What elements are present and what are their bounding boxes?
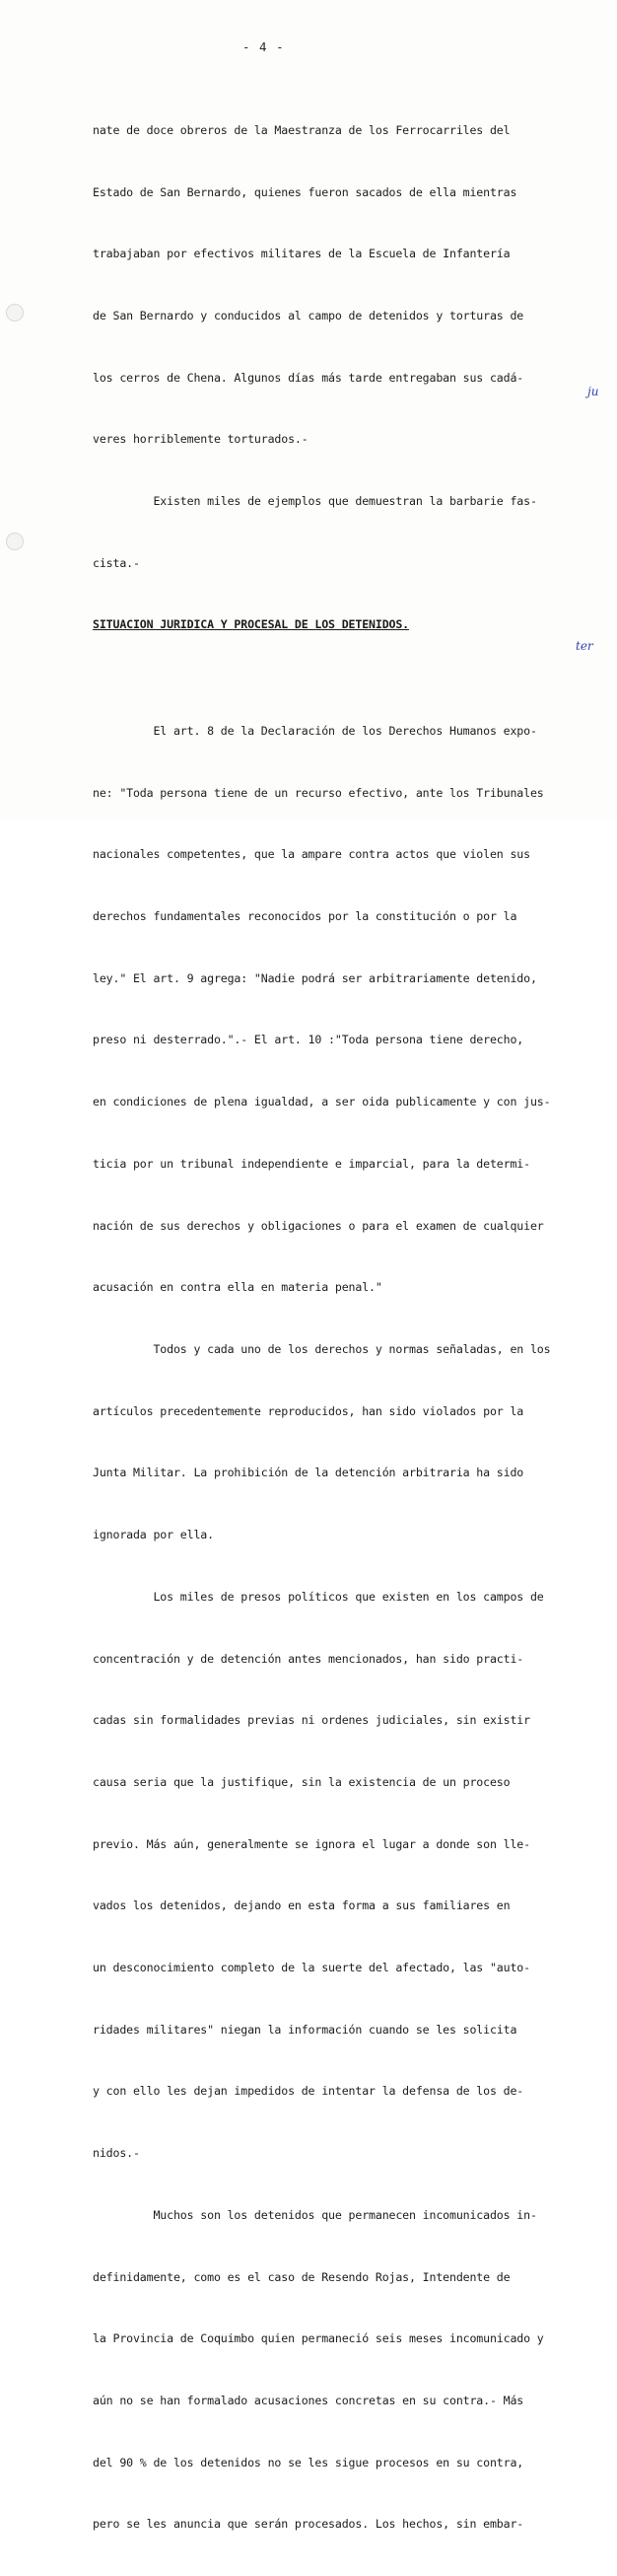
- text-line: de San Bernardo y conducidos al campo de detenidos y torturas de: [93, 308, 524, 322]
- text-line: en condiciones de plena igualdad, a ser oida publicamente y con jus-: [93, 1095, 551, 1109]
- text-line: nación de sus derechos y obligaciones o para el examen de cualquier: [93, 1218, 544, 1233]
- text-line: ridades militares" niegan la información cuando se les solicita: [93, 2022, 517, 2037]
- handwritten-note: ju: [587, 385, 599, 398]
- body-text: [93, 79, 585, 2576]
- text-line: cadas sin formalidades previas ni ordenes judiciales, sin existir: [93, 1713, 530, 1728]
- text-line: nate de doce obreros de la Maestranza de los Ferrocarriles del: [93, 122, 511, 137]
- text-line: causa seria que la justifique, sin la existencia de un proceso: [93, 1774, 511, 1789]
- handwritten-note: ter: [576, 639, 593, 653]
- punch-hole-top: [6, 304, 24, 322]
- text-line: definidamente, como es el caso de Resendo Rojas, Intendente de: [93, 2269, 511, 2284]
- text-line: acusación en contra ella en materia penal.": [93, 1280, 382, 1295]
- text-line: ignorada por ella.: [93, 1528, 214, 1542]
- text-line: concentración y de detención antes mencionados, han sido practi-: [93, 1651, 524, 1666]
- punch-hole-bottom: [6, 533, 24, 550]
- text-line: Muchos son los detenidos que permanecen incomunicados in-: [93, 2207, 537, 2222]
- text-line: veres horriblemente torturados.-: [93, 432, 308, 447]
- text-line: los cerros de Chena. Algunos días más tarde entregaban sus cadá-: [93, 370, 524, 385]
- text-line: Todos y cada uno de los derechos y normas señaladas, en los: [93, 1341, 551, 1356]
- text-line: ticia por un tribunal independiente e imparcial, para la determi-: [93, 1156, 530, 1171]
- text-line: la Provincia de Coquimbo quien permaneció seis meses incomunicado y: [93, 2331, 544, 2346]
- text-line: ne: "Toda persona tiene de un recurso efectivo, ante los Tribunales: [93, 785, 544, 800]
- text-line: un desconocimiento completo de la suerte del afectado, las "auto-: [93, 1961, 530, 1975]
- text-line: Existen miles de ejemplos que demuestran la barbarie fas-: [93, 494, 537, 509]
- text-line: del 90 % de los detenidos no se les sigue procesos en su contra,: [93, 2455, 524, 2469]
- text-line: vados los detenidos, dejando en esta forma a sus familiares en: [93, 1898, 511, 1913]
- text-line: aún no se han formalado acusaciones concretas en su contra.- Más: [93, 2393, 524, 2407]
- text-line: El art. 8 de la Declaración de los Derechos Humanos expo-: [93, 723, 537, 738]
- text-line: cista.-: [93, 555, 140, 570]
- page-number: - 4 -: [242, 39, 285, 54]
- spacer: [93, 677, 585, 680]
- text-line: derechos fundamentales reconocidos por la constitución o por la: [93, 909, 517, 924]
- text-line: y con ello les dejan impedidos de intentar la defensa de los de-: [93, 2084, 524, 2099]
- text-line: artículos precedentemente reproducidos, han sido violados por la: [93, 1403, 524, 1418]
- text-line: Los miles de presos políticos que existen en los campos de: [93, 1589, 544, 1604]
- text-line: Estado de San Bernardo, quienes fueron sacados de ella mientras: [93, 184, 517, 199]
- text-line: nacionales competentes, que la ampare contra actos que violen sus: [93, 847, 530, 862]
- section-heading: SITUACION JURIDICA Y PROCESAL DE LOS DETENIDOS.: [93, 617, 410, 632]
- text-line: nidos.-: [93, 2146, 140, 2161]
- text-line: ley." El art. 9 agrega: "Nadie podrá ser arbitrariamente detenido,: [93, 970, 537, 985]
- text-line: preso ni desterrado.".- El art. 10 :"Toda persona tiene derecho,: [93, 1033, 524, 1047]
- text-line: trabajaban por efectivos militares de la Escuela de Infantería: [93, 247, 511, 261]
- text-line: Junta Militar. La prohibición de la detención arbitraria ha sido: [93, 1466, 524, 1480]
- text-line: previo. Más aún, generalmente se ignora el lugar a donde son lle-: [93, 1836, 530, 1851]
- text-line: pero se les anuncia que serán procesados. Los hechos, sin embar-: [93, 2517, 524, 2532]
